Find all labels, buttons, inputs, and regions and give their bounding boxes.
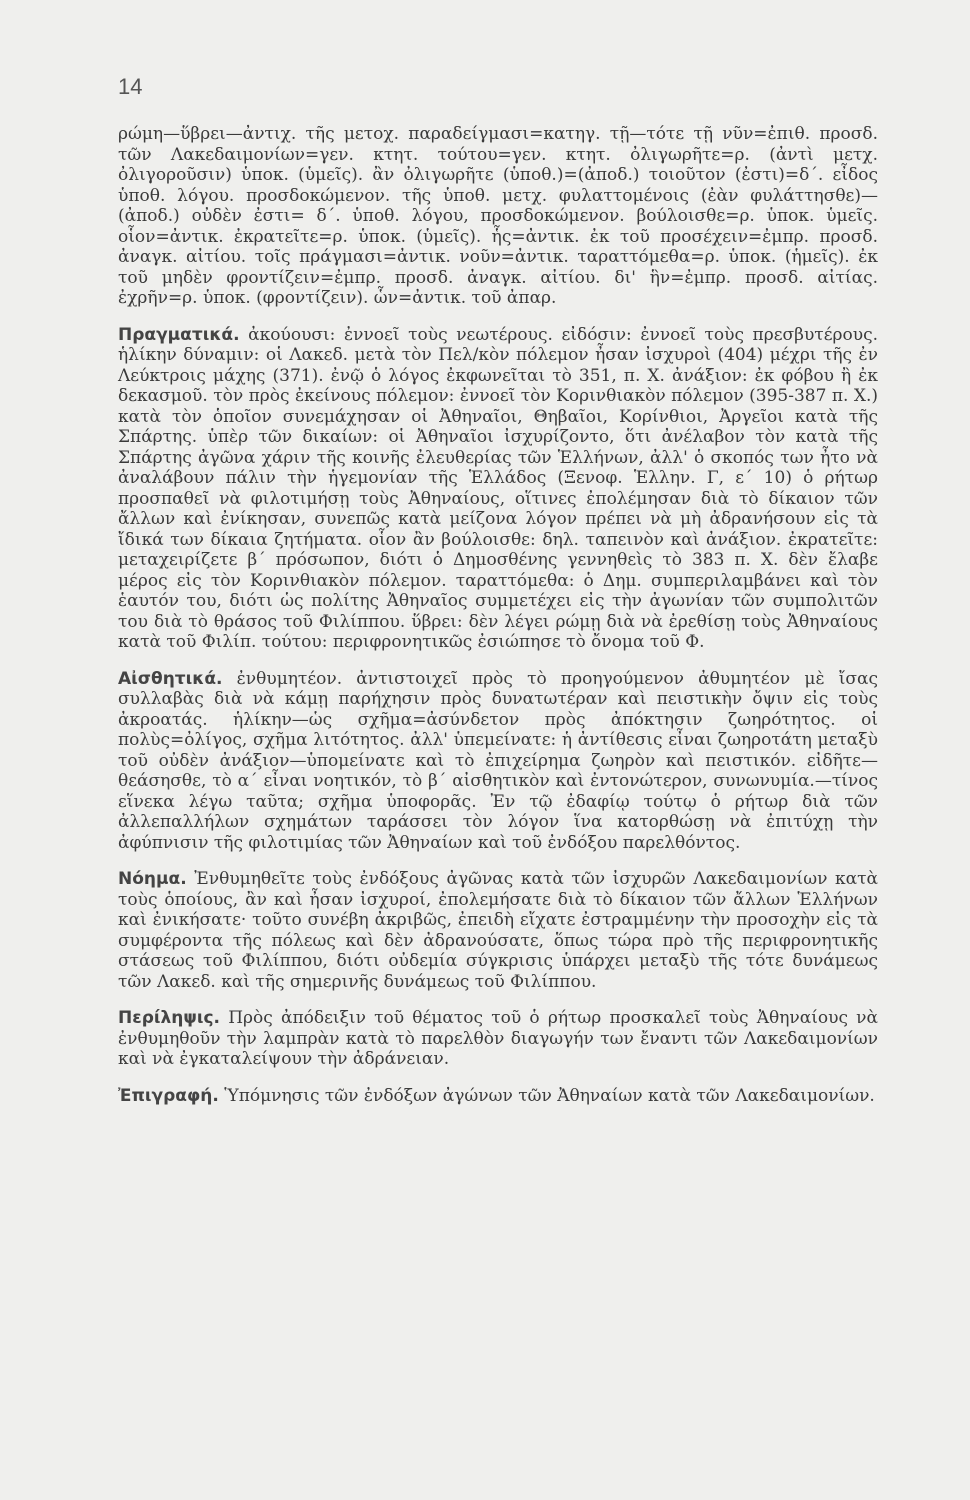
section-text: Ὑπόμνησις τῶν ἐνδόξων ἀγώνων τῶν Ἀθηναίων κατὰ τῶν Λακεδαιμονίων. (224, 1085, 875, 1106)
section-pragmatika (118, 325, 878, 653)
section-aisthitika (118, 669, 878, 854)
section-heading: Νόημα. (118, 869, 187, 889)
section-text: ἐνθυμητέον. ἀντιστοιχεῖ πρὸς τὸ προηγούμενον ἀθυμητέον μὲ ἴσας συλλαβὰς διὰ νὰ κάμῃ παρήχησιν πρὸς δυνατωτέραν καὶ πειστικὴν ὄψιν εἰς τοὺς ἀκροατάς. ἡλίκην—ὡς σχῆμα=ἀσύνδετον πρὸς ἀπόκτησιν ζωηρότητος. οἱ πολὺς=ὀλίγος, σχῆμα λιτότητος. ἀλλ' ὑπεμείνατε: ἡ ἀντίθεσις εἶναι ζωηροτάτη μεταξὺ τοῦ οὐδὲν ἀνάξιον—ὑπομείνατε καὶ τὸ ἐπιχείρημα ζωηρὸν καὶ πειστικόν. εἰδῆτε—θεάσησθε, τὸ α΄ εἶναι νοητικόν, τὸ β΄ αἰσθητικὸν καὶ ἐντονώτερον, συνωνυμία.—τίνος εἵνεκα λέγω ταῦτα; σχῆμα ὑποφορᾶς. Ἐν τῷ ἐδαφίῳ τούτῳ ὁ ρήτωρ διὰ τῶν ἀλλεπαλλήλων σχημάτων ταράσσει τὸν λόγον ἵνα κατορθώσῃ νὰ ἐπιτύχῃ τὴν ἀφύπνισιν τῆς φιλοτιμίας τῶν Ἀθηναίων καὶ τοῦ ἐνδόξου παρελθόντος. (118, 668, 879, 853)
section-text: Πρὸς ἀπόδειξιν τοῦ θέματος τοῦ ὁ ρήτωρ προσκαλεῖ τοὺς Ἀθηναίους νὰ ἐνθυμηθοῦν τὴν λαμπρὰν κατὰ τὸ παρελθὸν διαγωγήν των ἔναντι τῶν Λακεδαιμονίων καὶ νὰ ἐγκαταλείψουν τὴν ἀδράνειαν. (118, 1008, 878, 1069)
section-perilipsis (118, 1008, 878, 1070)
section-heading: Πραγματικά. (118, 324, 240, 345)
section-epigrafi (118, 1086, 878, 1107)
section-heading: Περίληψις. (118, 1008, 220, 1028)
section-text: Ἐνθυμηθεῖτε τοὺς ἐνδόξους ἀγῶνας κατὰ τῶν ἰσχυρῶν Λακεδαιμονίων κατὰ τοὺς ὁποίους, ἂν καὶ ἦσαν ἰσχυροί, ἐπολεμήσατε διὰ τὸ δίκαιον τῶν ἄλλων Ἑλλήνων καὶ ἐνικήσατε· τοῦτο συνέβη ἀκριβῶς, ἐπειδὴ εἴχατε ἐστραμμένην τὴν προσοχὴν εἰς τὰ συμφέροντα τῆς πόλεως καὶ δὲν ἀδρανούσατε, ὅπως τώρα πρὸ τῆς περιφρονητικῆς στάσεως τοῦ Φιλίππου, διότι οὐδεμία σύγκρισις ὑπάρχει μεταξὺ τῆς τότε δυνάμεως τῶν Λακεδ. καὶ τῆς σημερινῆς δυνάμεως τοῦ Φιλίππου. (118, 869, 878, 992)
section-text: ἀκούουσι: ἐννοεῖ τοὺς νεωτέρους. εἰδόσιν: ἐννοεῖ τοὺς πρεσβυτέρους. ἡλίκην δύναμιν: οἱ Λακεδ. μετὰ τὸν Πελ/κὸν πόλεμον ἦσαν ἰσχυροὶ (404) μέχρι τῆς ἐν Λεύκτροις μάχης (371). ἐνῷ ὁ λόγος ἐκφωνεῖται τὸ 351, π. Χ. ἀνάξιον: ἐκ φόβου ἢ ἐκ δεκασμοῦ. τὸν πρὸς ἐκείνους πόλεμον: ἐννοεῖ τὸν Κορινθιακὸν πόλεμον (395-387 π. Χ.) κατὰ τὸν ὁποῖον συνεμάχησαν οἱ Ἀθηναῖοι, Θηβαῖοι, Κορίνθιοι, Ἀργεῖοι κατὰ τῆς Σπάρτης. ὑπὲρ τῶν δικαίων: οἱ Ἀθηναῖοι ἰσχυρίζοντο, ὅτι ἀνέλαβον τὸν κατὰ τῆς Σπάρτης ἀγῶνα χάριν τῆς κοινῆς ἐλευθερίας τῶν Ἑλλήνων, ἀλλ' ὁ σκοπός των ἦτο νὰ ἀναλάβουν πάλιν τὴν ἡγεμονίαν τῆς Ἑλλάδος (Ξενοφ. Ἑλλην. Γ, ε΄ 10) ὁ ρήτωρ προσπαθεῖ νὰ φιλοτιμήσῃ τοὺς Ἀθηναίους, οἵτινες ἐπολέμησαν διὰ τὸ δίκαιον τῶν ἄλλων καὶ ἐνίκησαν, συνεπῶς κατὰ μείζονα λόγον πρέπει νὰ μὴ ἀδρανήσουν εἰς τὰ ἴδικά των δίκαια ζητήματα. οἷον ἂν βούλοισθε: δηλ. ταπεινὸν καὶ ἀνάξιον. ἐκρατεῖτε: μεταχειρίζετε β΄ πρόσωπον, διότι ὁ Δημοσθένης γεννηθεὶς τὸ 383 π. Χ. δὲν ἔλαβε μέρος εἰς τὸν Κορινθιακὸν πόλεμον. ταραττόμεθα: ὁ Δημ. συμπεριλαμβάνει καὶ τὸν ἑαυτόν του, διότι ὡς πολίτης Ἀθηναῖος συμμετέχει εἰς τὴν ἀγωνίαν τῶν συμπολιτῶν του διὰ τὸ θράσος τοῦ Φιλίππου. ὕβρει: δὲν λέγει ρώμῃ διὰ νὰ ἐρεθίσῃ τοὺς Ἀθηναίους κατὰ τοῦ Φιλίπ. τούτου: περιφρονητικῶς ἐσιώπησε τὸ ὄνομα τοῦ Φ. (118, 324, 878, 652)
section-heading: Αἰσθητικά. (118, 668, 223, 689)
page-number: 14 (118, 74, 143, 99)
page-content (118, 124, 878, 1122)
grammar-notes: ρώμη—ὕβρει—ἀντιχ. τῆς μετοχ. παραδείγμασι=κατηγ. τῇ—τότε τῇ νῦν=ἐπιθ. προσδ. τῶν Λακεδαιμονίων=γεν. κτητ. τούτου=γεν. κτητ. ὀλιγωρῆτε=ρ. (ἀντὶ μετχ. ὀλιγοροῦσιν) ὑποκ. (ὑμεῖς). ἂν ὀλιγωρῆτε (ὑποθ.)=(ἀποδ.) τοιοῦτον (ἐστι)=δ΄. εἶδος ὑποθ. λόγου. προσδοκώμενον. τῆς ὑποθ. μετχ. φυλαττομένοις (ἐὰν φυλάττησθε)—(ἀποδ.) οὐδὲν ἐστι= δ΄. ὑποθ. λόγου, προσδοκώμενον. βούλοισθε=ρ. ὑποκ. ὑμεῖς. οἷον=ἀντικ. ἐκρατεῖτε=ρ. ὑποκ. (ὑμεῖς). ἧς=ἀντικ. ἐκ τοῦ προσέχειν=ἐμπρ. προσδ. ἀναγκ. αἰτίου. τοῖς πράγμασι=ἀντικ. νοῦν=ἀντικ. ταραττόμεθα=ρ. ὑποκ. (ἡμεῖς). ἐκ τοῦ μηδὲν φροντίζειν=ἐμπρ. προσδ. ἀναγκ. αἰτίου. δι' ἣν=ἐμπρ. προσδ. αἰτίας. ἐχρῆν=ρ. ὑποκ. (φροντίζειν). ὧν=ἀντικ. τοῦ ἀπαρ. (118, 124, 878, 308)
section-noima (118, 869, 878, 992)
section-heading: Ἐπιγραφή. (118, 1085, 219, 1106)
